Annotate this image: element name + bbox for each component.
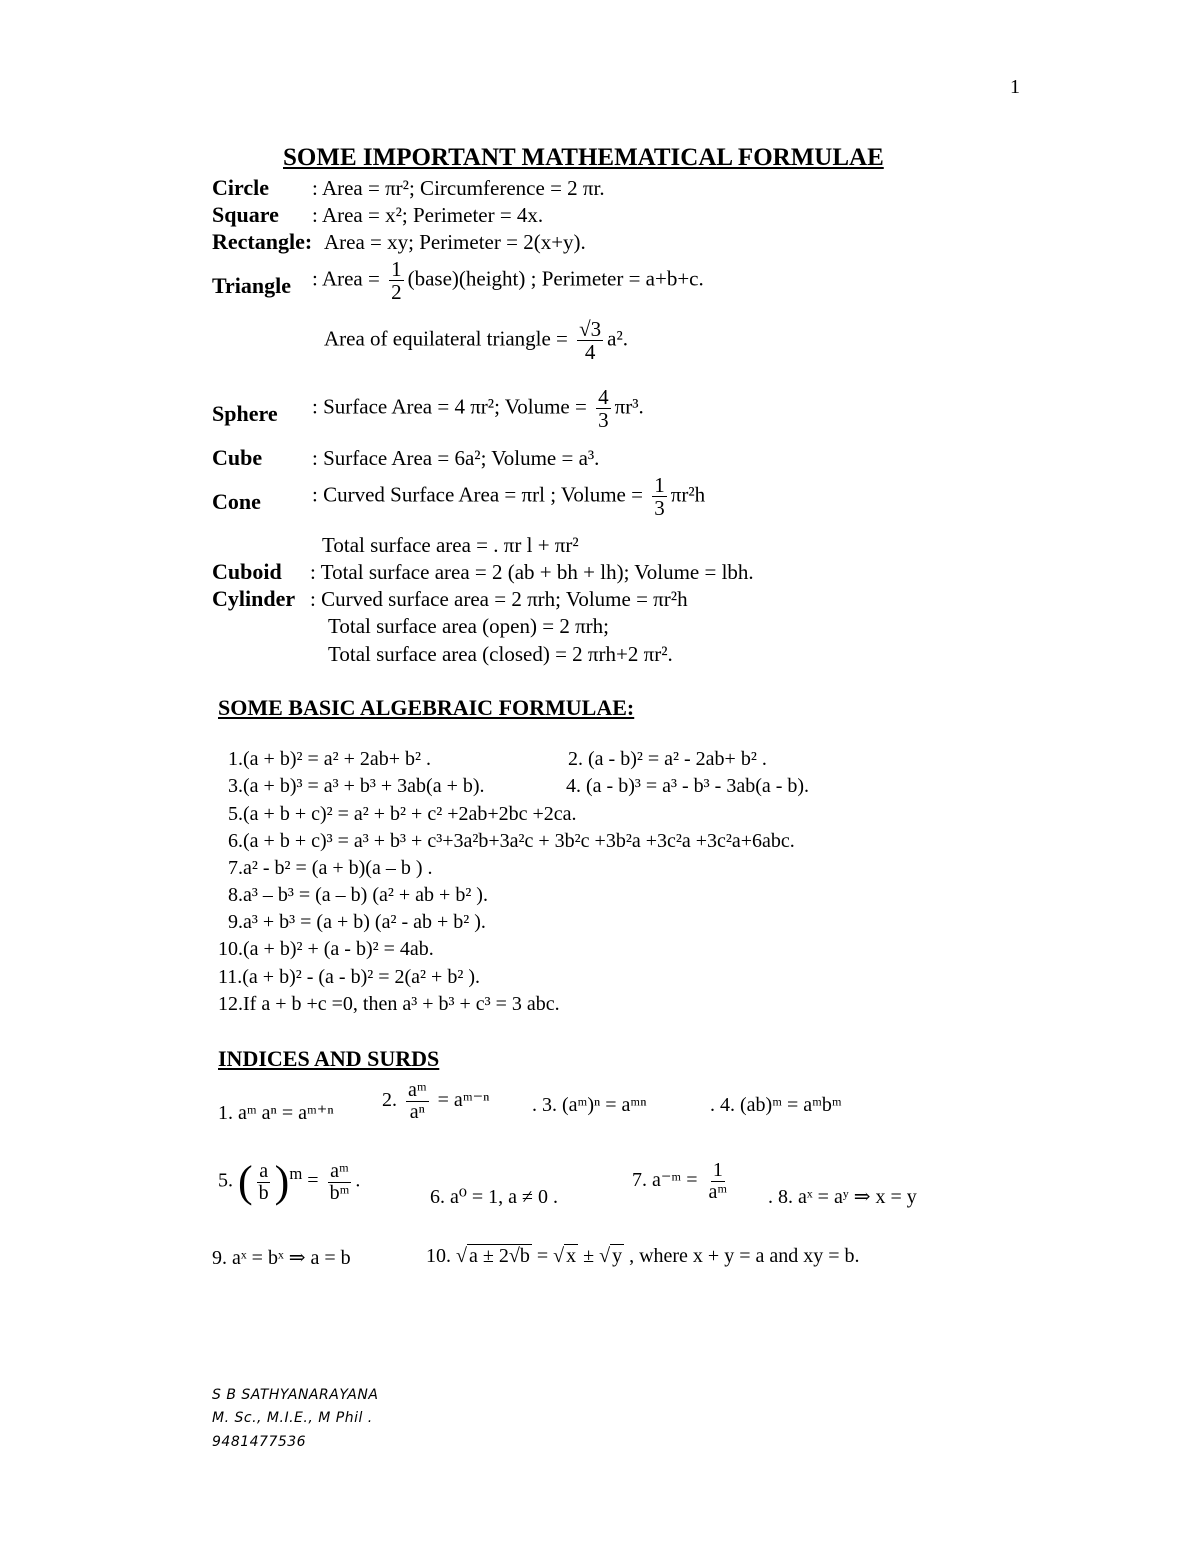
author-phone: 9481477536 [212, 1434, 307, 1450]
index-formula: 7. a⁻ᵐ = $\frac{1}{\text{aᵐ}}$ [632, 1159, 728, 1203]
page-number: 1 [1010, 76, 1020, 98]
index-formula: 6. a⁰ = 1, a ≠ 0 . [430, 1186, 559, 1208]
shape-formula: : Area = x²; Perimeter = 4x. [312, 203, 544, 227]
shape-label: Sphere [212, 401, 278, 426]
shape-label: Rectangle: [212, 229, 313, 254]
shape-formula: : Curved surface area = 2 πrh; Volume = πr²h [310, 587, 688, 611]
algebra-heading: SOME BASIC ALGEBRAIC FORMULAE: [218, 695, 635, 720]
page-title: SOME IMPORTANT MATHEMATICAL FORMULAE [283, 144, 884, 171]
author-degrees: M. Sc., M.I.E., M Phil . [212, 1410, 373, 1426]
shape-label: Cone [212, 489, 261, 514]
fraction: $\frac{a}{b}$ [258, 1159, 269, 1204]
index-formula: 1. aᵐ aⁿ = aᵐ⁺ⁿ [218, 1102, 334, 1124]
shape-label: Circle [212, 175, 270, 200]
shape-label: Cylinder [212, 586, 296, 611]
index-formula: . 3. (aᵐ)ⁿ = aᵐⁿ [532, 1094, 647, 1116]
shape-label: Triangle [212, 273, 292, 298]
list-item: 6.(a + b + c)³ = a³ + b³ + c³+3a²b+3a²c + 3b²c +3b²a +3c²a +3c²a+6abc. [228, 830, 795, 852]
fraction: $\frac{4}{3}$ [598, 385, 609, 433]
list-item: 1.(a + b)² = a² + 2ab+ b² . [228, 748, 432, 770]
shape-formula: Total surface area = . πr l + πr² [322, 533, 579, 557]
list-item: 11.(a + b)² - (a - b)² = 2(a² + b² ). [218, 966, 480, 988]
shape-formula: : Surface Area = 6a²; Volume = a³. [312, 446, 600, 470]
index-formula: . 8. aˣ = aʸ ⇒ x = y [768, 1186, 917, 1208]
list-item: 2. (a - b)² = a² - 2ab+ b² . [568, 748, 767, 770]
shape-formula: : Area = πr²; Circumference = 2 πr. [312, 176, 605, 200]
shape-formula: Total surface area (closed) = 2 πrh+2 πr². [328, 642, 673, 666]
fraction: $\frac{1}{3}$ [654, 473, 665, 521]
list-item: 9.a³ + b³ = (a + b) (a² - ab + b² ). [228, 911, 486, 933]
shape-formula: Total surface area (open) = 2 πrh; [328, 614, 610, 638]
list-item: 3.(a + b)³ = a³ + b³ + 3ab(a + b). [228, 775, 485, 797]
shape-label: Square [212, 202, 279, 227]
index-formula: . 4. (ab)ᵐ = aᵐbᵐ [710, 1094, 842, 1116]
fraction: $\frac{1}{\text{aᵐ}}$ [708, 1159, 728, 1203]
list-item: 4. (a - b)³ = a³ - b³ - 3ab(a - b). [566, 775, 810, 797]
shape-formula: Area of equilateral triangle = $\frac{√3}{4}$ a². [324, 317, 629, 365]
list-item: 8.a³ – b³ = (a – b) (a² + ab + b² ). [228, 884, 488, 906]
index-formula: 9. aˣ = bˣ ⇒ a = b [212, 1247, 351, 1269]
shape-formula: : Surface Area = 4 πr²; Volume = $\frac{4}{3}$ πr³. [312, 385, 644, 433]
shape-formula: : Area = $\frac{1}{2}$ (base)(height) ; Perimeter = a+b+c. [312, 257, 704, 305]
fraction: $\frac{\text{aᵐ}}{\text{bᵐ}}$ [329, 1159, 350, 1204]
shape-row-circle [212, 175, 269, 201]
index-formula: 2. $\frac{\text{aᵐ}}{\text{aⁿ}}$ = aᵐ⁻ⁿ [382, 1079, 490, 1123]
index-formula: 5. ( $\frac{a}{b}$ )$^m$ = $\frac{\text{aᵐ}}{\text{bᵐ}}$ . [218, 1157, 361, 1206]
fraction: $\frac{\text{aᵐ}}{\text{aⁿ}}$ [408, 1079, 427, 1123]
list-item: 10.(a + b)² + (a - b)² = 4ab. [218, 938, 434, 960]
list-item: 7.a² - b² = (a + b)(a – b ) . [228, 857, 433, 879]
shape-formula: : Curved Surface Area = πrl ; Volume = $\frac{1}{3}$ πr²h [312, 473, 706, 521]
list-item: 5.(a + b + c)² = a² + b² + c² +2ab+2bc +2ca. [228, 803, 577, 825]
shape-formula: Area = xy; Perimeter = 2(x+y). [324, 230, 586, 254]
index-formula: 10. √ a ± 2√b = √ x ± √ y , where x + y = a and xy = b. [426, 1245, 860, 1267]
fraction: $\frac{1}{2}$ [391, 257, 402, 305]
shape-formula: : Total surface area = 2 (ab + bh + lh); Volume = lbh. [310, 560, 754, 584]
indices-heading: INDICES AND SURDS [218, 1046, 440, 1071]
author-name: S B SATHYANARAYANA [212, 1387, 379, 1403]
shape-label: Cube [212, 445, 263, 470]
list-item: 12.If a + b +c =0, then a³ + b³ + c³ = 3 abc. [218, 993, 560, 1015]
shape-label: Cuboid [212, 559, 282, 584]
fraction: $\frac{√3}{4}$ [579, 317, 602, 365]
